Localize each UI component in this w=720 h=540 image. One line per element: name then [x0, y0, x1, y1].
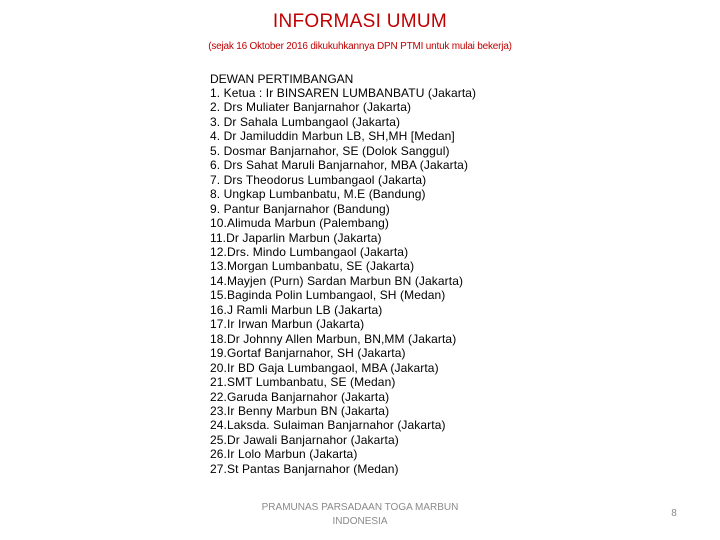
list-item: 24.Laksda. Sulaiman Banjarnahor (Jakarta): [210, 418, 446, 433]
section-heading: DEWAN PERTIMBANGAN: [210, 72, 354, 86]
list-item: 9. Pantur Banjarnahor (Bandung): [210, 201, 390, 216]
list-item: 14.Mayjen (Purn) Sardan Marbun BN (Jakarta): [210, 273, 464, 288]
list-item: 2. Drs Muliater Banjarnahor (Jakarta): [210, 100, 412, 115]
list-item: 26.Ir Lolo Marbun (Jakarta): [210, 447, 358, 462]
slide-title: INFORMASI UMUM: [272, 11, 448, 32]
list-item: 22.Garuda Banjarnahor (Jakarta): [210, 389, 390, 404]
list-item: 7. Drs Theodorus Lumbangaol (Jakarta): [210, 172, 427, 187]
footer-organization-line1: PRAMUNAS PARSADAAN TOGA MARBUN: [261, 502, 459, 513]
list-item: 27.St Pantas Banjarnahor (Medan): [210, 461, 399, 476]
list-item: 16.J Ramli Marbun LB (Jakarta): [210, 302, 383, 317]
list-item: 19.Gortaf Banjarnahor, SH (Jakarta): [210, 346, 406, 361]
member-list: [210, 86, 476, 476]
list-item: 13.Morgan Lumbanbatu, SE (Jakarta): [210, 259, 415, 274]
list-item: 20.Ir BD Gaja Lumbangaol, MBA (Jakarta): [210, 360, 439, 375]
list-item: 21.SMT Lumbanbatu, SE (Medan): [210, 375, 396, 390]
page-number: 8: [671, 508, 677, 519]
list-item: 1. Ketua : Ir BINSAREN LUMBANBATU (Jakarta): [210, 86, 477, 100]
list-item: 11.Dr Japarlin Marbun (Jakarta): [210, 230, 382, 245]
slide-subtitle: (sejak 16 Oktober 2016 dikukuhkannya DPN PTMI untuk mulai bekerja): [208, 41, 512, 52]
list-item: 18.Dr Johnny Allen Marbun, BN,MM (Jakarta): [210, 331, 457, 346]
list-item: 4. Dr Jamiluddin Marbun LB, SH,MH [Medan]: [210, 129, 455, 144]
list-item: 10.Alimuda Marbun (Palembang): [210, 216, 389, 231]
list-item: 3. Dr Sahala Lumbangaol (Jakarta): [210, 114, 401, 129]
list-item: 8. Ungkap Lumbanbatu, M.E (Bandung): [210, 187, 426, 202]
footer-organization: [240, 501, 480, 529]
list-item: 15.Baginda Polin Lumbangaol, SH (Medan): [210, 288, 446, 303]
footer-organization-line2: INDONESIA: [332, 516, 388, 527]
list-item: 5. Dosmar Banjarnahor, SE (Dolok Sanggul): [210, 143, 450, 158]
list-item: 17.Ir Irwan Marbun (Jakarta): [210, 317, 365, 332]
list-item: 25.Dr Jawali Banjarnahor (Jakarta): [210, 432, 399, 447]
list-item: 6. Drs Sahat Maruli Banjarnahor, MBA (Jakarta): [210, 158, 469, 173]
list-item: 23.Ir Benny Marbun BN (Jakarta): [210, 403, 390, 418]
list-item: 12.Drs. Mindo Lumbangaol (Jakarta): [210, 244, 409, 259]
